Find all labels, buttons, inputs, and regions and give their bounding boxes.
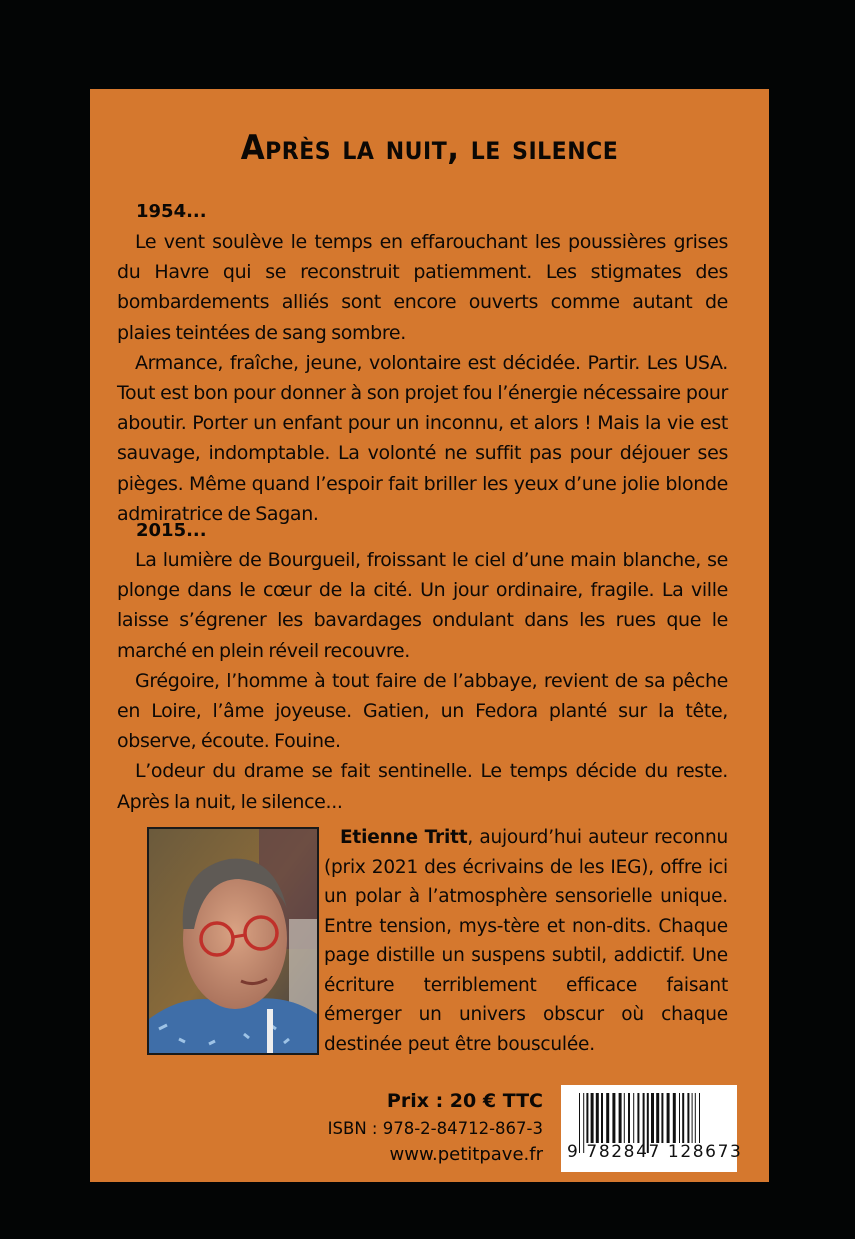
barcode-bar: [695, 1093, 696, 1143]
barcode-bar: [673, 1093, 676, 1143]
barcode-bar: [619, 1093, 622, 1143]
author-name: Etienne Tritt: [340, 827, 468, 848]
barcode-bar: [601, 1093, 603, 1143]
barcode-bar: [586, 1093, 588, 1143]
barcode-bar: [687, 1093, 689, 1143]
barcode-bar: [656, 1093, 659, 1143]
author-bio-text: , aujourd’hui auteur reconnu (prix 2021 des écrivains de les IEG), offre ici un polar à l’atmosphère sensorielle unique. Entre tension, mys-tère et non-dits. Chaque page distille un suspens subtil, addictif. Une écriture terriblement efficace faisant émerger un univers obscur où chaque destinée peut être bousculée.: [324, 827, 729, 1055]
section-heading-1954: 1954...: [136, 201, 207, 222]
author-portrait-image: [149, 829, 317, 1053]
barcode-bar: [624, 1093, 625, 1143]
barcode-bar: [651, 1093, 654, 1143]
author-photo: [147, 827, 319, 1055]
isbn: ISBN : 978-2-84712-867-3: [327, 1119, 543, 1138]
barcode-digits: 9 782847 128673: [567, 1142, 743, 1162]
back-cover: [90, 89, 769, 1182]
barcode-bar: [692, 1093, 693, 1143]
barcode-bar: [596, 1093, 599, 1143]
author-bio: [324, 823, 728, 1059]
isbn-barcode: [561, 1085, 743, 1172]
section-1954-text: [117, 227, 728, 529]
paragraph: Le vent soulève le temps en effarouchant les poussières grises du Havre qui se reconstruit patiemment. Les stigmates des bombardements alliés sont encore ouverts comme autant de plaies teintées de sang sombre.: [117, 231, 728, 344]
barcode-bar: [628, 1093, 630, 1143]
barcode-bar: [682, 1093, 684, 1143]
paragraph: Armance, fraîche, jeune, volontaire est décidée. Partir. Les USA. Tout est bon pour donner à son projet fou l’énergie nécessaire pour aboutir. Porter un enfant pour un inconnu, et alors ! Mais la vie est sauvage, indomptable. La volonté ne suffit pas pour déjouer ses pièges. Même quand l’espoir fait briller les yeux d’une jolie blonde admiratrice de Sagan.: [117, 351, 728, 525]
barcode-bar: [633, 1093, 634, 1143]
barcode-bar: [679, 1093, 680, 1143]
publisher-url: www.petitpave.fr: [389, 1144, 543, 1165]
section-heading-2015: 2015...: [136, 520, 207, 541]
barcode-bar: [591, 1093, 594, 1143]
barcode-bar: [637, 1093, 639, 1143]
barcode-bar: [699, 1093, 700, 1143]
paragraph: La lumière de Bourgueil, froissant le ciel d’une main blanche, se plonge dans le cœur de la cité. Un jour ordinaire, fragile. La ville laisse s’égrener les bavardages ondulant dans les rues que le marché en plein réveil recouvre.: [117, 549, 728, 662]
barcode-bar: [606, 1093, 609, 1143]
barcode-bar: [661, 1093, 663, 1143]
section-2015-text: [117, 545, 728, 817]
paragraph: L’odeur du drame se fait sentinelle. Le temps décide du reste. Après la nuit, le silence...: [117, 760, 728, 813]
price: Prix : 20 € TTC: [386, 1090, 543, 1112]
book-title: Après la nuit, le silence: [240, 128, 619, 168]
barcode-bar: [612, 1093, 615, 1143]
paragraph: Grégoire, l’homme à tout faire de l’abbaye, revient de sa pêche en Loire, l’âme joyeuse. Gatien, un Fedora planté sur la tête, observe, écoute. Fouine.: [117, 669, 728, 753]
barcode-bar: [667, 1093, 670, 1143]
